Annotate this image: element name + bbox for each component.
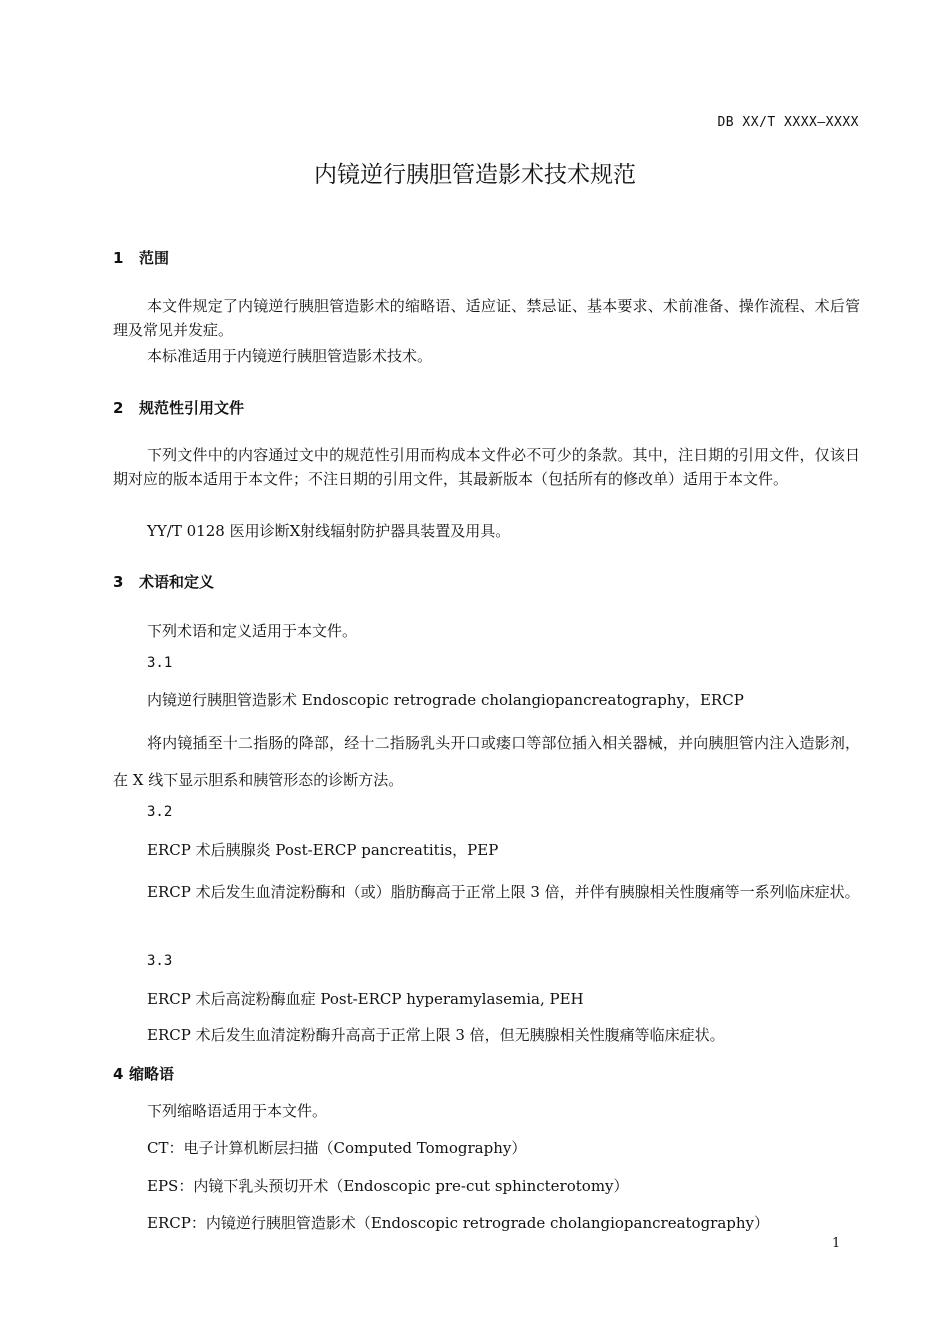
document-code: DB XX/T XXXX—XXXX <box>717 115 859 130</box>
section-1-paragraph-2: 本标准适用于内镜逆行胰胆管造影术技术。 <box>147 347 433 365</box>
section-2-heading <box>113 397 244 418</box>
term-entry: ERCP 术后胰腺炎 Post-ERCP pancreatitis，PEP <box>147 841 499 859</box>
term-entry: 内镜逆行胰胆管造影术 Endoscopic retrograde cholangiopancreatography，ERCP <box>147 691 744 709</box>
abbreviation-item: ERCP：内镜逆行胰胆管造影术（Endoscopic retrograde cholangiopancreatography） <box>147 1214 770 1232</box>
section-2-paragraph-1: 下列文件中的内容通过文中的规范性引用而构成本文件必不可少的条款。其中，注日期的引用文件，仅该日期对应的版本适用于本文件；不注日期的引用文件，其最新版本（包括所有的修改单）适用于本文件。 <box>113 446 860 488</box>
clause-number: 3.3 <box>147 953 173 969</box>
term-definition: ERCP 术后发生血清淀粉酶升高高于正常上限 3 倍，但无胰腺相关性腹痛等临床症状。 <box>147 1026 725 1044</box>
abbreviation-item: CT：电子计算机断层扫描（Computed Tomography） <box>147 1139 527 1157</box>
normative-reference: YY/T 0128 医用诊断X射线辐射防护器具装置及用具。 <box>147 522 511 540</box>
clause-number: 3.1 <box>147 655 173 671</box>
term-definition: 将内镜插至十二指肠的降部，经十二指肠乳头开口或瘘口等部位插入相关器械，并向胰胆管内注入造影剂，在 X 线下显示胆系和胰管形态的诊断方法。 <box>113 734 860 789</box>
section-3-intro: 下列术语和定义适用于本文件。 <box>147 622 358 640</box>
section-number: 1 <box>113 249 124 267</box>
section-title: 规范性引用文件 <box>139 399 245 417</box>
term-entry: ERCP 术后高淀粉酶血症 Post-ERCP hyperamylasemia, PEH <box>147 990 584 1008</box>
section-number: 4 <box>113 1065 124 1083</box>
section-1-heading <box>113 247 169 268</box>
section-title: 缩略语 <box>129 1065 175 1083</box>
section-3-heading <box>113 571 214 592</box>
section-4-heading <box>113 1063 174 1084</box>
document-title: 内镜逆行胰胆管造影术技术规范 <box>314 162 636 188</box>
section-title: 术语和定义 <box>139 573 215 591</box>
section-4-intro: 下列缩略语适用于本文件。 <box>147 1102 328 1120</box>
page-number: 1 <box>832 1236 841 1251</box>
section-number: 3 <box>113 573 124 591</box>
section-1-paragraph-1: 本文件规定了内镜逆行胰胆管造影术的缩略语、适应证、禁忌证、基本要求、术前准备、操作流程、术后管理及常见并发症。 <box>113 297 860 339</box>
section-title: 范围 <box>139 249 170 267</box>
term-definition: ERCP 术后发生血清淀粉酶和（或）脂肪酶高于正常上限 3 倍，并伴有胰腺相关性腹痛等一系列临床症状。 <box>147 883 860 901</box>
abbreviation-item: EPS：内镜下乳头预切开术（Endoscopic pre-cut sphincterotomy） <box>147 1177 629 1195</box>
section-number: 2 <box>113 399 124 417</box>
clause-number: 3.2 <box>147 804 173 820</box>
